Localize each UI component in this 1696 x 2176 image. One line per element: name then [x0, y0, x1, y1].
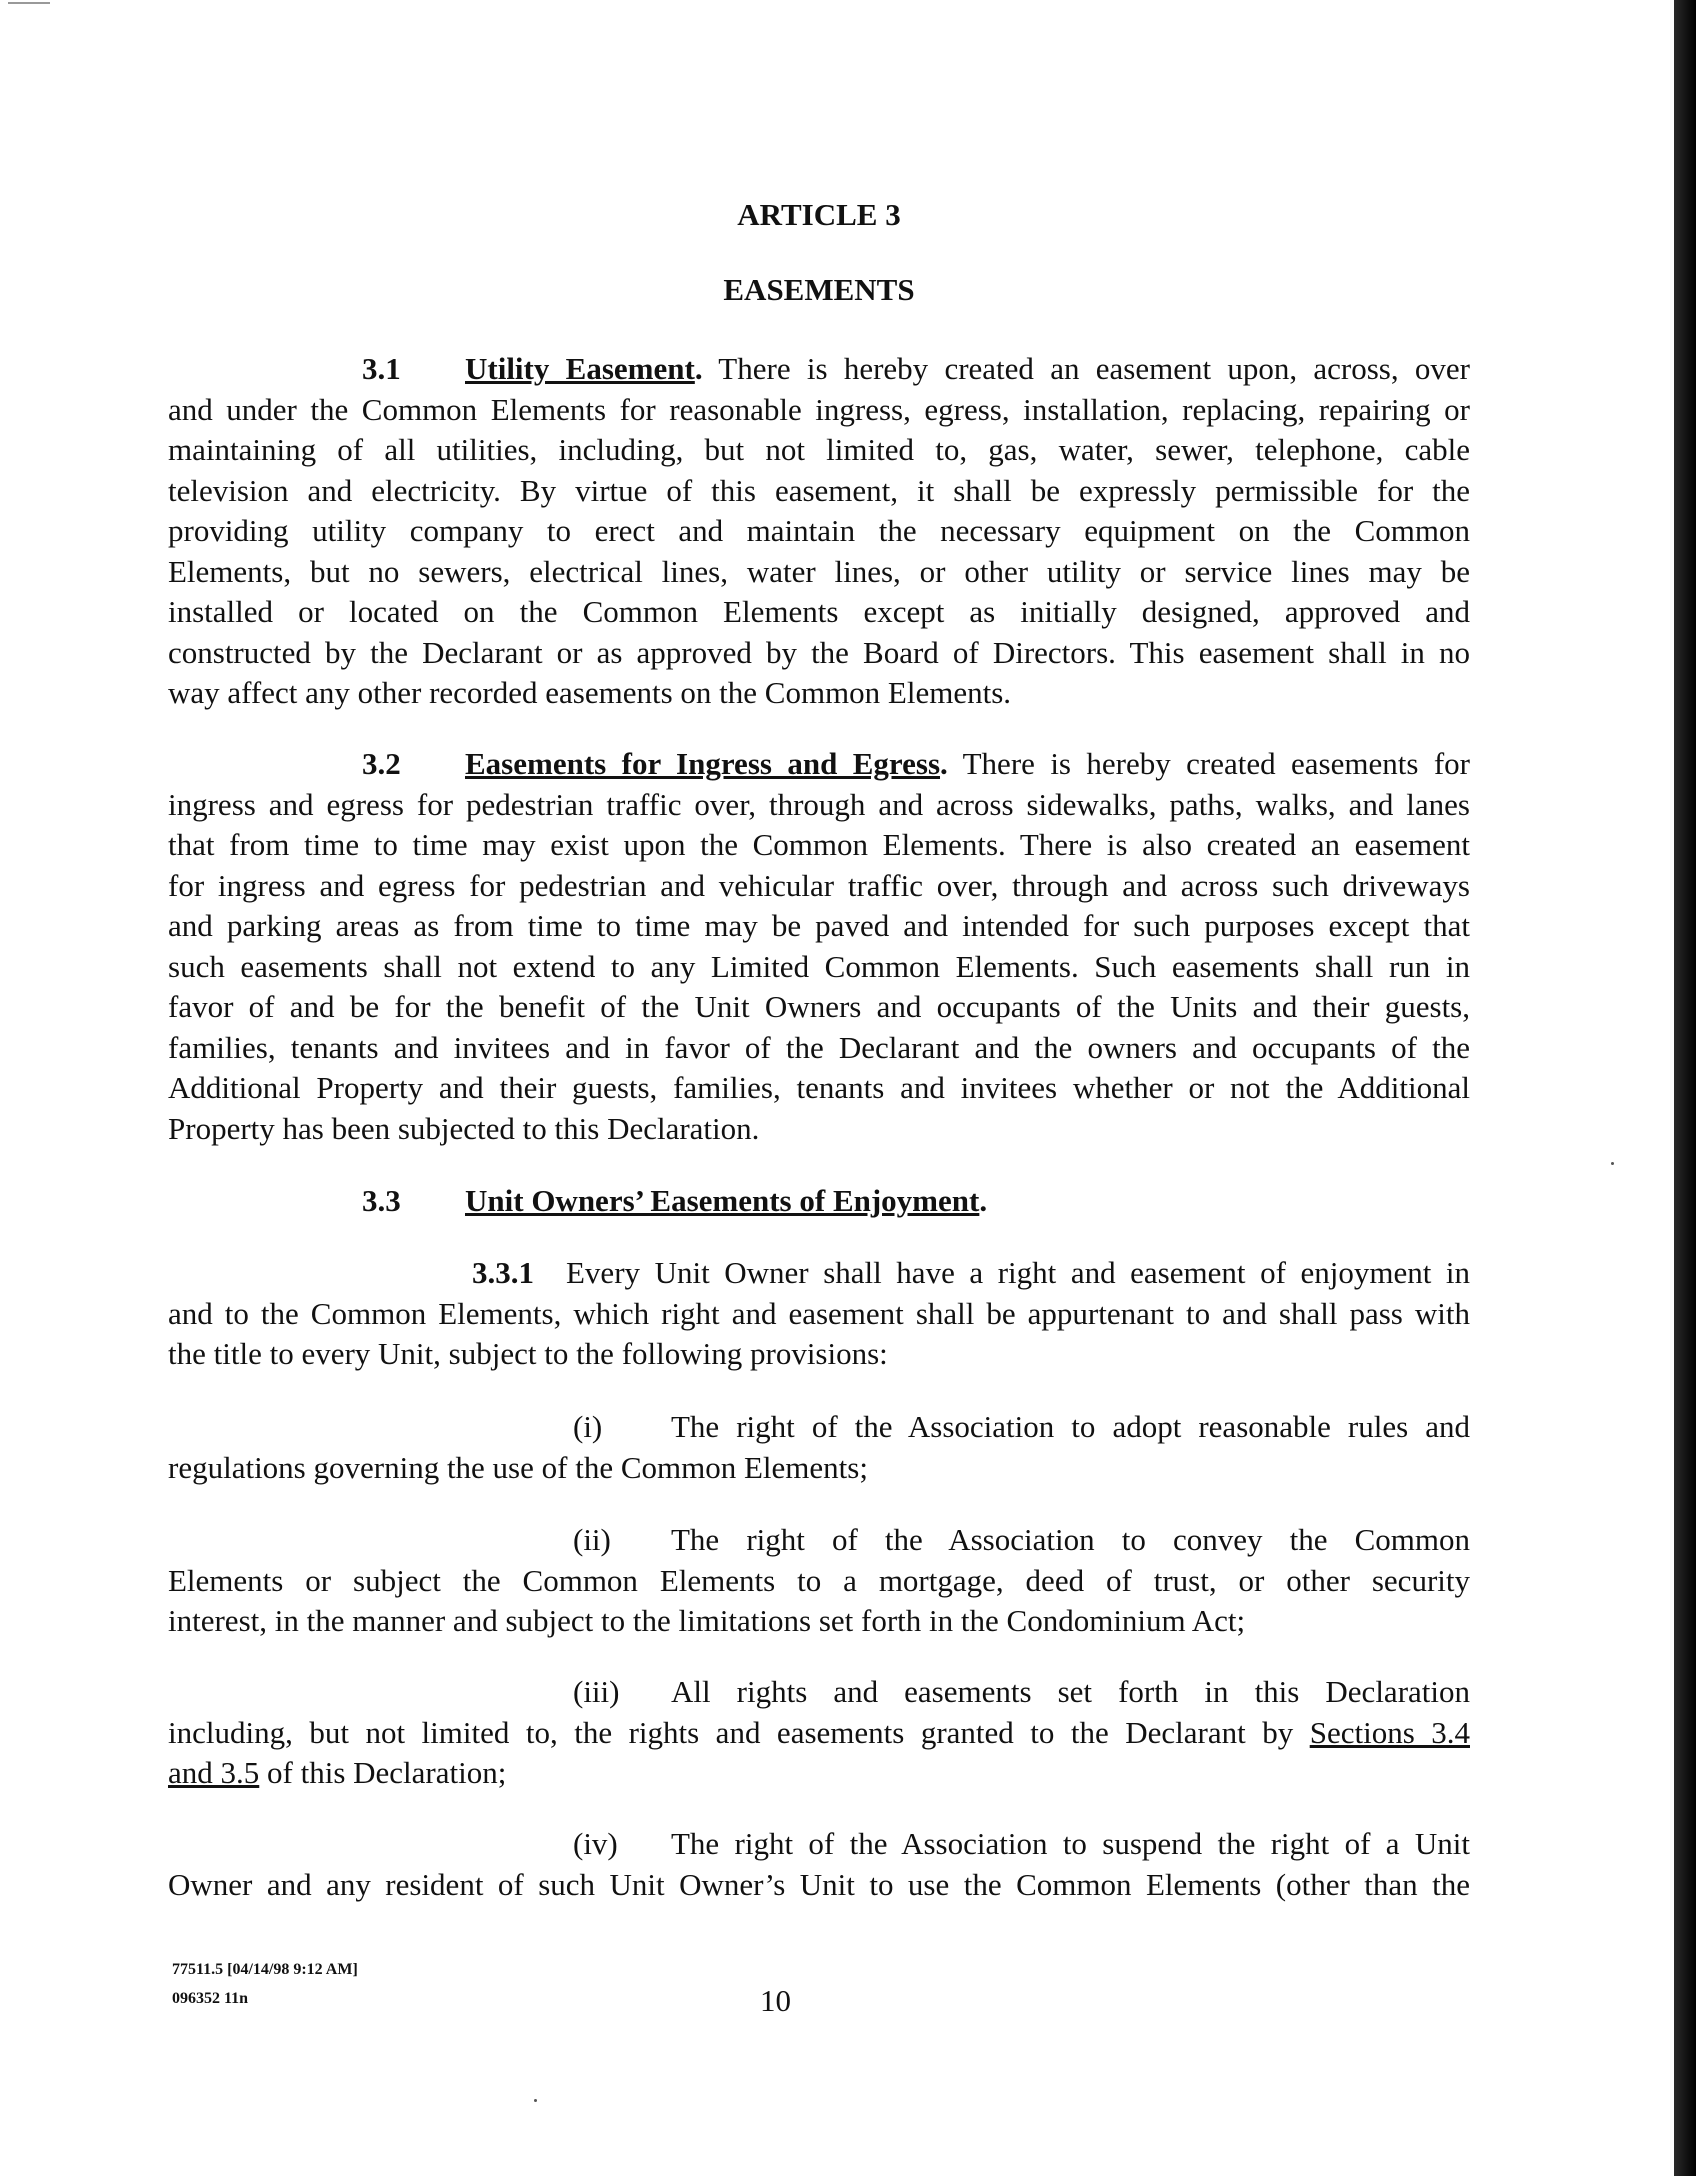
section-number: 3.2 — [362, 746, 401, 781]
text-line: 3.1 Utility Easement. There is hereby created an easement upon, across, over — [168, 349, 1470, 390]
text-segment: The right of the Association to suspend the right of a Unit — [671, 1826, 1470, 1861]
section-title: Utility Easement — [465, 351, 695, 386]
text-line — [168, 1520, 1470, 1561]
text-segment: Every Unit Owner shall have a right and easement of enjoyment in — [566, 1255, 1470, 1290]
section-reference-link[interactable]: and 3.5 — [168, 1755, 260, 1790]
section-3-3: 3.3 Unit Owners’ Easements of Enjoyment. — [168, 1181, 1470, 1222]
item-label: (iii) — [573, 1674, 620, 1709]
text-line — [168, 1407, 1470, 1448]
scan-speck — [1611, 1162, 1614, 1165]
text-line: and to the Common Elements, which right and easement shall be appurtenant to and shall pass with — [168, 1295, 1470, 1331]
text-line: and parking areas as from time to time may be paved and intended for such purposes except that — [168, 908, 1470, 943]
text-segment: including, but not limited to, the rights and easements granted to the Declarant by — [168, 1714, 1294, 1750]
text-line: and under the Common Elements for reasonable ingress, egress, installation, replacing, repairing or — [168, 391, 1470, 427]
text-line: such easements shall not extend to any Limited Common Elements. Such easements shall run in — [168, 948, 1470, 984]
text-line: that from time to time may exist upon the Common Elements. There is also created an easement — [168, 827, 1470, 862]
section-number: 3.1 — [362, 351, 401, 386]
text-line: Elements, but no sewers, electrical lines, water lines, or other utility or service lines may be — [168, 553, 1470, 589]
text-line: families, tenants and invitees and in favor of the Declarant and the owners and occupants of the — [168, 1029, 1470, 1065]
text-segment: The right of the Association to convey the Common — [671, 1522, 1470, 1557]
text-line: Owner and any resident of such Unit Owner’s Unit to use the Common Elements (other than the — [168, 1866, 1470, 1902]
text-line: maintaining of all utilities, including, but not limited to, gas, water, sewer, telephone, cable — [168, 432, 1470, 467]
text-line: way affect any other recorded easements on the Common Elements. — [168, 675, 1012, 710]
text-line: providing utility company to erect and maintain the necessary equipment on the Common — [168, 513, 1470, 548]
item-label: (iv) — [573, 1826, 618, 1861]
footer-doc-id: 77511.5 [04/14/98 9:12 AM] — [172, 1961, 358, 1978]
item-ii — [168, 1520, 1470, 1642]
section-3-1 — [168, 349, 1470, 714]
page-number: 10 — [760, 1983, 791, 2018]
text-line — [168, 1753, 1470, 1794]
text-segment: The right of the Association to adopt reasonable rules and — [671, 1409, 1470, 1444]
item-label: (ii) — [573, 1522, 611, 1557]
item-iii — [168, 1672, 1470, 1794]
scan-speck — [534, 2099, 537, 2102]
section-number: 3.3.1 — [472, 1255, 534, 1290]
text-line — [168, 1824, 1470, 1865]
text-line: television and electricity. By virtue of this easement, it shall be expressly permissible for the — [168, 472, 1470, 508]
section-number: 3.3 — [362, 1183, 401, 1218]
section-title: Unit Owners’ Easements of Enjoyment — [465, 1183, 980, 1218]
section-reference-link[interactable]: Sections 3.4 — [1309, 1714, 1470, 1750]
item-i — [168, 1407, 1470, 1488]
text-line: ingress and egress for pedestrian traffic over, through and across sidewalks, paths, walks, and lanes — [168, 786, 1470, 822]
text-segment: There is hereby created easements for — [962, 746, 1470, 781]
article-number: ARTICLE 3 — [737, 197, 901, 232]
section-3-2 — [168, 744, 1470, 1149]
text-line: Property has been subjected to this Declaration. — [168, 1110, 760, 1146]
scan-mark — [8, 2, 50, 4]
footer-doc-code: 096352 11n — [172, 1990, 249, 2007]
text-line: Elements or subject the Common Elements to a mortgage, deed of trust, or other security — [168, 1562, 1470, 1598]
text-line — [168, 1672, 1470, 1713]
item-iv — [168, 1824, 1470, 1905]
text-segment: of this Declaration; — [267, 1755, 507, 1790]
section-3-3-1 — [168, 1253, 1470, 1375]
article-title: EASEMENTS — [723, 272, 915, 307]
scan-edge — [1674, 0, 1696, 2176]
text-line: interest, in the manner and subject to the limitations set forth in the Condominium Act; — [168, 1603, 1246, 1638]
section-title: Easements for Ingress and Egress — [465, 746, 941, 781]
text-line: regulations governing the use of the Common Elements; — [168, 1449, 868, 1485]
text-segment: There is hereby created an easement upon, across, over — [718, 351, 1470, 386]
text-line — [168, 1713, 1470, 1754]
text-line — [168, 1253, 1470, 1294]
text-line: installed or located on the Common Elements except as initially designed, approved and — [168, 594, 1470, 629]
text-segment: All rights and easements set forth in this Declaration — [671, 1674, 1470, 1709]
text-line: constructed by the Declarant or as approved by the Board of Directors. This easement shall in no — [168, 634, 1470, 670]
text-line: Additional Property and their guests, families, tenants and invitees whether or not the Additional — [168, 1070, 1470, 1105]
text-line: the title to every Unit, subject to the following provisions: — [168, 1336, 888, 1371]
text-line: for ingress and egress for pedestrian and vehicular traffic over, through and across such driveways — [168, 867, 1470, 903]
item-label: (i) — [573, 1409, 603, 1444]
text-line: 3.2 Easements for Ingress and Egress. There is hereby created easements for — [168, 744, 1470, 785]
text-line: favor of and be for the benefit of the Unit Owners and occupants of the Units and their guests, — [168, 989, 1470, 1024]
